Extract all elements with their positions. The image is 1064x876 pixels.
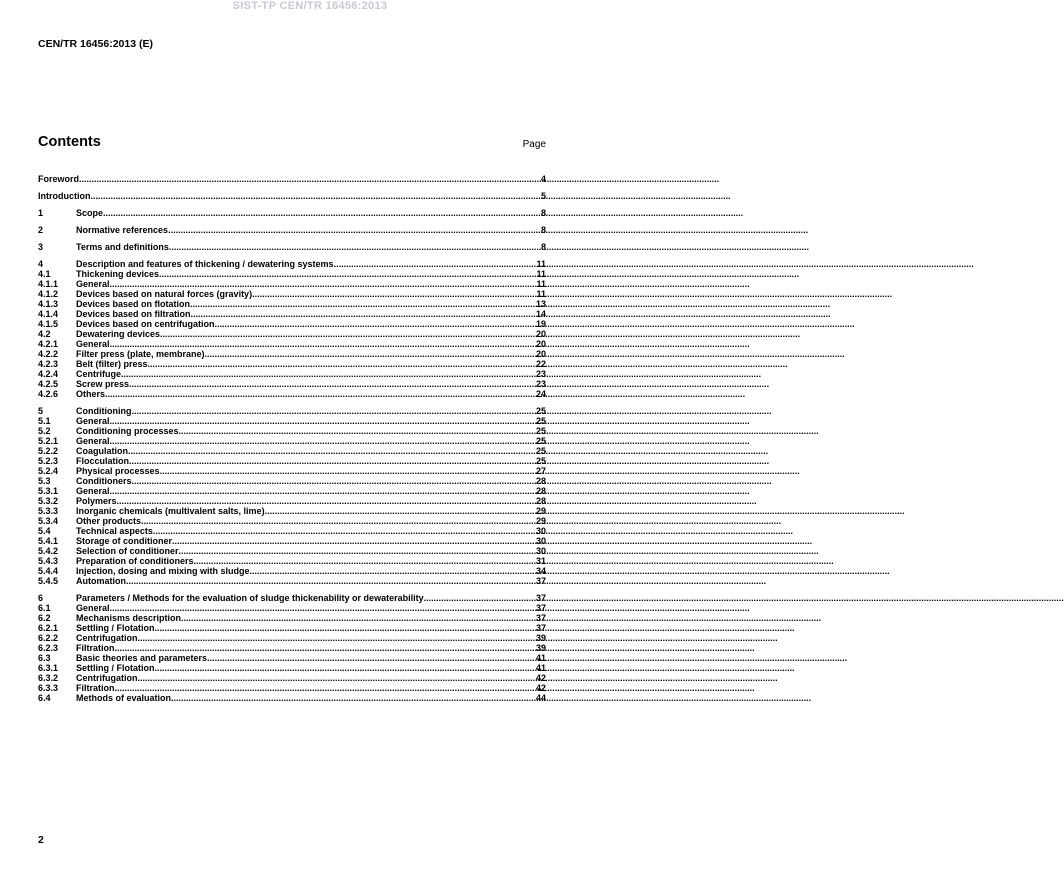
toc-leader-dots <box>160 329 536 339</box>
toc-leader-dots <box>190 299 536 309</box>
toc-leader-dots <box>138 633 536 643</box>
toc-entry-number: 4.1.2 <box>38 289 59 299</box>
toc-leader-dots <box>110 416 536 426</box>
toc-entry-title: Centrifuge <box>76 369 121 379</box>
toc-entry-title: Conditioning processes <box>76 426 179 436</box>
toc-leader-dots <box>121 369 536 379</box>
toc-entry-page: 30 <box>535 526 546 536</box>
toc-entry-number: 4.1.3 <box>38 299 59 309</box>
toc-entry[interactable] <box>38 309 546 319</box>
page-title: Contents <box>38 134 101 150</box>
toc-entry-title: Flocculation <box>76 456 130 466</box>
toc-entry-number: 5.3.2 <box>38 496 59 506</box>
toc-entry-number: 4.2 <box>38 329 51 339</box>
toc-leader-dots <box>179 426 536 436</box>
toc-entry[interactable] <box>38 536 546 546</box>
toc-entry-title: Filtration <box>76 643 115 653</box>
toc-leader-dots <box>155 623 536 633</box>
toc-leader-dots <box>179 546 536 556</box>
toc-entry-number: 5.3.1 <box>38 486 59 496</box>
toc-entry-number: 5 <box>38 406 44 416</box>
toc-entry[interactable] <box>38 476 546 486</box>
toc-entry-page: 37 <box>535 576 546 586</box>
toc-leader-dots <box>129 456 536 466</box>
toc-entry-number: 4.1.4 <box>38 309 59 319</box>
toc-entry-title: Settling / Flotation <box>76 623 155 633</box>
toc-entry-page: 31 <box>535 556 546 566</box>
page-number: 2 <box>38 834 44 846</box>
toc-entry[interactable] <box>38 506 546 516</box>
toc-entry-number: 6.2.3 <box>38 643 59 653</box>
toc-leader-dots <box>115 683 536 693</box>
toc-entry-title: Filter press (plate, membrane) <box>76 349 205 359</box>
toc-entry-page: 19 <box>535 319 546 329</box>
toc-entry-page: 42 <box>535 673 546 683</box>
toc-entry-page: 25 <box>535 456 546 466</box>
toc-leader-dots <box>424 593 536 603</box>
toc-entry-title: Basic theories and parameters <box>76 653 208 663</box>
toc-entry-page: 28 <box>535 496 546 506</box>
table-of-contents <box>38 174 546 703</box>
toc-leader-dots <box>191 309 536 319</box>
toc-leader-dots <box>153 526 536 536</box>
toc-entry[interactable] <box>38 259 546 269</box>
document-id: CEN/TR 16456:2013 (E) <box>38 38 153 50</box>
toc-entry[interactable] <box>38 279 546 289</box>
toc-entry[interactable] <box>38 339 546 349</box>
toc-entry-title: Foreword <box>38 174 80 184</box>
toc-entry-page: 23 <box>535 369 546 379</box>
toc-entry[interactable] <box>38 349 546 359</box>
toc-entry-page: 44 <box>535 693 546 703</box>
toc-entry-page: 25 <box>535 446 546 456</box>
toc-entry-title: Polymers <box>76 496 117 506</box>
toc-entry-title: Dewatering devices <box>76 329 161 339</box>
toc-entry-title: Devices based on flotation <box>76 299 191 309</box>
toc-leader-dots <box>215 319 536 329</box>
toc-entry-number: 6.3 <box>38 653 51 663</box>
toc-leader-dots <box>126 576 536 586</box>
toc-entry[interactable] <box>38 556 546 566</box>
toc-entry[interactable] <box>38 576 546 586</box>
toc-entry-number: 4.1 <box>38 269 51 279</box>
toc-entry-title: Others <box>76 389 106 399</box>
toc-leader-dots <box>148 359 536 369</box>
toc-leader-dots <box>171 693 536 703</box>
toc-leader-dots <box>110 603 536 613</box>
toc-entry[interactable] <box>38 663 546 673</box>
toc-entry-page: 34 <box>535 566 546 576</box>
toc-entry-title: Mechanisms description <box>76 613 182 623</box>
toc-entry[interactable] <box>38 546 546 556</box>
toc-entry-number: 4.1.5 <box>38 319 59 329</box>
toc-entry[interactable] <box>38 191 546 201</box>
toc-entry[interactable] <box>38 456 546 466</box>
toc-entry[interactable] <box>38 416 546 426</box>
toc-entry-page: 20 <box>535 349 546 359</box>
toc-entry-title: Inorganic chemicals (multivalent salts, lime) <box>76 506 265 516</box>
toc-entry-page: 8 <box>540 242 546 252</box>
toc-entry-page: 11 <box>536 289 546 299</box>
toc-entry-title: Thickening devices <box>76 269 160 279</box>
toc-entry-page: 11 <box>536 279 546 289</box>
toc-entry-number: 5.1 <box>38 416 51 426</box>
toc-entry-title: Storage of conditioner <box>76 536 173 546</box>
toc-entry-page: 37 <box>535 603 546 613</box>
toc-entry[interactable] <box>38 633 546 643</box>
toc-entry[interactable] <box>38 526 546 536</box>
toc-entry[interactable] <box>38 693 546 703</box>
toc-entry-number: 5.4.5 <box>38 576 59 586</box>
toc-entry[interactable] <box>38 593 546 603</box>
toc-entry-number: 6.2.1 <box>38 623 59 633</box>
toc-entry-title: Preparation of conditioners <box>76 556 194 566</box>
toc-entry-page: 37 <box>535 623 546 633</box>
toc-entry-page: 28 <box>535 486 546 496</box>
toc-entry-title: General <box>76 416 110 426</box>
toc-entry-page: 25 <box>535 426 546 436</box>
toc-entry[interactable] <box>38 289 546 299</box>
toc-leader-dots <box>169 242 541 252</box>
toc-entry-number: 6.3.3 <box>38 683 59 693</box>
toc-leader-dots <box>168 225 541 235</box>
toc-entry-title: Filtration <box>76 683 115 693</box>
toc-entry[interactable] <box>38 516 546 526</box>
toc-entry[interactable] <box>38 653 546 663</box>
toc-leader-dots <box>128 446 536 456</box>
toc-entry-page: 39 <box>535 633 546 643</box>
toc-entry-number: 5.2.2 <box>38 446 59 456</box>
toc-entry-number: 4.2.1 <box>38 339 59 349</box>
toc-entry-number: 5.3.3 <box>38 506 59 516</box>
toc-entry[interactable] <box>38 496 546 506</box>
toc-entry-title: Scope <box>76 208 104 218</box>
toc-entry-title: Devices based on filtration <box>76 309 191 319</box>
toc-entry-title: Physical processes <box>76 466 160 476</box>
toc-entry-number: 5.2.1 <box>38 436 59 446</box>
toc-leader-dots <box>265 506 536 516</box>
toc-entry-page: 41 <box>535 663 546 673</box>
toc-entry-title: Technical aspects <box>76 526 153 536</box>
toc-entry-title: Centrifugation <box>76 673 138 683</box>
toc-entry-number: 3 <box>38 242 44 252</box>
toc-entry-number: 4.2.2 <box>38 349 59 359</box>
toc-entry-title: Conditioning <box>76 406 132 416</box>
toc-entry-title: Devices based on natural forces (gravity) <box>76 289 253 299</box>
toc-entry-page: 37 <box>535 613 546 623</box>
toc-entry-page: 8 <box>540 208 546 218</box>
toc-entry-title: Settling / Flotation <box>76 663 155 673</box>
toc-entry[interactable] <box>38 466 546 476</box>
toc-entry-page: 37 <box>535 593 546 603</box>
toc-entry-number: 5.4.1 <box>38 536 59 546</box>
toc-entry-number: 6.4 <box>38 693 51 703</box>
toc-entry[interactable] <box>38 613 546 623</box>
toc-leader-dots <box>207 653 536 663</box>
toc-entry-number: 4.1.1 <box>38 279 59 289</box>
toc-leader-dots <box>131 406 536 416</box>
toc-entry[interactable] <box>38 486 546 496</box>
toc-entry-title: Introduction <box>38 191 91 201</box>
toc-entry[interactable] <box>38 623 546 633</box>
toc-entry-title: Parameters / Methods for the evaluation of sludge thickenability or dewaterability <box>76 593 424 603</box>
toc-leader-dots <box>91 191 541 201</box>
toc-leader-dots <box>115 643 536 653</box>
toc-leader-dots <box>138 673 536 683</box>
toc-entry-page: 5 <box>540 191 546 201</box>
toc-entry-number: 1 <box>38 208 44 218</box>
toc-entry[interactable] <box>38 406 546 416</box>
toc-entry-number: 4.2.6 <box>38 389 59 399</box>
toc-entry[interactable] <box>38 208 546 218</box>
toc-entry-page: 28 <box>535 476 546 486</box>
toc-entry-page: 25 <box>535 416 546 426</box>
toc-entry-page: 29 <box>535 506 546 516</box>
toc-entry-title: General <box>76 486 110 496</box>
toc-entry-number: 5.4.2 <box>38 546 59 556</box>
toc-leader-dots <box>110 486 536 496</box>
toc-entry-page: 11 <box>536 269 546 279</box>
toc-entry[interactable] <box>38 269 546 279</box>
toc-entry-number: 5.2.4 <box>38 466 59 476</box>
toc-entry-page: 11 <box>536 259 546 269</box>
toc-entry-page: 42 <box>535 683 546 693</box>
toc-entry-number: 6.3.1 <box>38 663 59 673</box>
toc-entry-title: Terms and definitions <box>76 242 169 252</box>
toc-entry-title: Screw press <box>76 379 130 389</box>
toc-entry-number: 5.4 <box>38 526 51 536</box>
toc-entry-number: 6.2 <box>38 613 51 623</box>
toc-leader-dots <box>172 536 536 546</box>
toc-leader-dots <box>141 516 536 526</box>
toc-leader-dots <box>205 349 536 359</box>
toc-entry-number: 5.3.4 <box>38 516 59 526</box>
toc-entry-title: Selection of conditioner <box>76 546 179 556</box>
toc-leader-dots <box>160 466 536 476</box>
toc-entry-page: 23 <box>535 379 546 389</box>
toc-entry-number: 4.2.3 <box>38 359 59 369</box>
toc-leader-dots <box>181 613 536 623</box>
toc-entry-page: 30 <box>535 536 546 546</box>
toc-entry[interactable] <box>38 436 546 446</box>
toc-entry[interactable] <box>38 683 546 693</box>
toc-leader-dots <box>334 259 537 269</box>
watermark: SIST-TP CEN/TR 16456:2013 <box>232 0 388 12</box>
toc-entry-page: 41 <box>535 653 546 663</box>
toc-entry-number: 4.2.5 <box>38 379 59 389</box>
toc-entry-title: Centrifugation <box>76 633 138 643</box>
toc-entry[interactable] <box>38 379 546 389</box>
toc-entry-page: 30 <box>535 546 546 556</box>
toc-entry-title: Methods of evaluation <box>76 693 172 703</box>
toc-entry-page: 13 <box>535 299 546 309</box>
toc-leader-dots <box>132 476 536 486</box>
toc-leader-dots <box>155 663 536 673</box>
toc-entry-number: 5.3 <box>38 476 51 486</box>
toc-entry-page: 22 <box>535 359 546 369</box>
toc-entry-page: 29 <box>535 516 546 526</box>
toc-entry[interactable] <box>38 329 546 339</box>
toc-entry[interactable] <box>38 299 546 309</box>
toc-entry-page: 8 <box>540 225 546 235</box>
toc-leader-dots <box>117 496 536 506</box>
toc-entry-title: Conditioners <box>76 476 132 486</box>
toc-entry-number: 4 <box>38 259 44 269</box>
toc-entry[interactable] <box>38 174 546 184</box>
toc-entry-number: 5.4.4 <box>38 566 59 576</box>
toc-entry-page: 24 <box>535 389 546 399</box>
toc-entry-number: 5.2 <box>38 426 51 436</box>
toc-entry-page: 14 <box>535 309 546 319</box>
toc-entry-title: Coagulation <box>76 446 128 456</box>
toc-leader-dots <box>129 379 536 389</box>
toc-entry[interactable] <box>38 426 546 436</box>
toc-entry-title: Injection, dosing and mixing with sludge <box>76 566 250 576</box>
toc-entry[interactable] <box>38 242 546 252</box>
toc-leader-dots <box>159 269 536 279</box>
toc-entry[interactable] <box>38 359 546 369</box>
toc-entry-page: 27 <box>535 466 546 476</box>
toc-entry[interactable] <box>38 566 546 576</box>
toc-entry-number: 6.1 <box>38 603 51 613</box>
toc-entry-title: Devices based on centrifugation <box>76 319 215 329</box>
toc-entry-title: Automation <box>76 576 126 586</box>
toc-entry-page: 39 <box>535 643 546 653</box>
toc-entry-page: 20 <box>535 329 546 339</box>
toc-entry-title: General <box>76 279 110 289</box>
toc-entry-title: Belt (filter) press <box>76 359 148 369</box>
toc-leader-dots <box>250 566 536 576</box>
toc-entry-title: General <box>76 339 110 349</box>
toc-entry-number: 4.2.4 <box>38 369 59 379</box>
toc-entry-number: 5.2.3 <box>38 456 59 466</box>
toc-entry-number: 5.4.3 <box>38 556 59 566</box>
toc-leader-dots <box>110 436 536 446</box>
toc-entry-number: 6.3.2 <box>38 673 59 683</box>
toc-leader-dots <box>103 208 541 218</box>
page-column-label: Page <box>522 139 546 150</box>
toc-entry-title: General <box>76 436 110 446</box>
toc-entry[interactable] <box>38 673 546 683</box>
toc-leader-dots <box>194 556 536 566</box>
toc-entry[interactable] <box>38 319 546 329</box>
toc-leader-dots <box>110 279 537 289</box>
toc-entry[interactable] <box>38 225 546 235</box>
toc-leader-dots <box>105 389 536 399</box>
toc-entry-page: 25 <box>535 436 546 446</box>
toc-leader-dots <box>79 174 541 184</box>
toc-entry[interactable] <box>38 603 546 613</box>
toc-entry-number: 6 <box>38 593 44 603</box>
toc-entry-title: General <box>76 603 110 613</box>
toc-entry[interactable] <box>38 389 546 399</box>
toc-entry[interactable] <box>38 446 546 456</box>
toc-entry[interactable] <box>38 369 546 379</box>
toc-entry-title: Description and features of thickening / dewatering systems <box>76 259 334 269</box>
toc-leader-dots <box>252 289 536 299</box>
toc-entry-title: Other products <box>76 516 142 526</box>
toc-entry-page: 4 <box>540 174 546 184</box>
toc-entry-page: 25 <box>535 406 546 416</box>
toc-leader-dots <box>110 339 536 349</box>
toc-entry-number: 6.2.2 <box>38 633 59 643</box>
toc-entry-page: 20 <box>535 339 546 349</box>
toc-entry-number: 2 <box>38 225 44 235</box>
toc-entry[interactable] <box>38 643 546 653</box>
toc-entry-title: Normative references <box>76 225 169 235</box>
